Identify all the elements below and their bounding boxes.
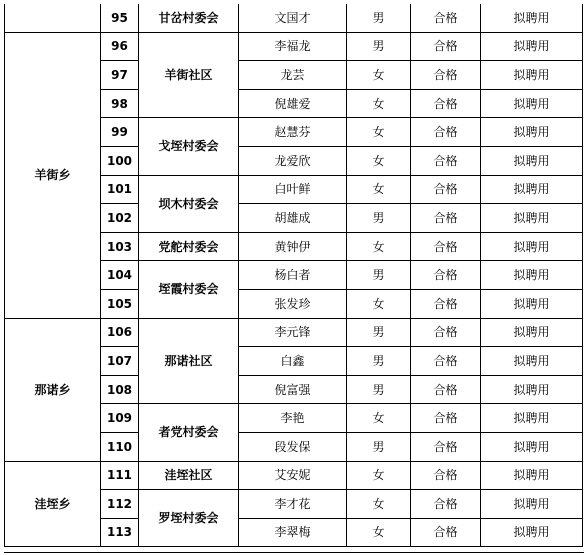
result-cell: 合格	[411, 518, 481, 547]
gender-cell: 女	[347, 490, 411, 519]
town-cell: 那诺乡	[5, 318, 101, 461]
village-cell: 那诺社区	[139, 318, 239, 404]
gender-cell: 女	[347, 518, 411, 547]
name-cell: 白鑫	[239, 347, 347, 376]
name-cell: 李元锋	[239, 318, 347, 347]
status-cell: 拟聘用	[481, 432, 583, 461]
status-cell: 拟聘用	[481, 118, 583, 147]
number-cell: 105	[101, 289, 139, 318]
status-cell: 拟聘用	[481, 404, 583, 433]
name-cell: 白叶鲜	[239, 175, 347, 204]
table-row	[5, 461, 583, 490]
town-cell	[5, 4, 101, 32]
roster-table	[4, 4, 583, 547]
status-cell: 拟聘用	[481, 89, 583, 118]
table-row	[5, 318, 583, 347]
number-cell: 100	[101, 146, 139, 175]
result-cell: 合格	[411, 61, 481, 90]
name-cell: 龙芸	[239, 61, 347, 90]
status-cell: 拟聘用	[481, 289, 583, 318]
number-cell: 106	[101, 318, 139, 347]
number-cell: 111	[101, 461, 139, 490]
name-cell: 胡雄成	[239, 204, 347, 233]
name-cell: 李才花	[239, 490, 347, 519]
number-cell: 96	[101, 32, 139, 61]
number-cell: 112	[101, 490, 139, 519]
gender-cell: 女	[347, 404, 411, 433]
status-cell: 拟聘用	[481, 347, 583, 376]
village-cell: 洼垤社区	[139, 461, 239, 490]
number-cell: 109	[101, 404, 139, 433]
number-cell: 108	[101, 375, 139, 404]
number-cell: 98	[101, 89, 139, 118]
status-cell: 拟聘用	[481, 461, 583, 490]
bottom-rule	[4, 552, 584, 553]
roster-body	[5, 4, 583, 547]
status-cell: 拟聘用	[481, 61, 583, 90]
name-cell: 李艳	[239, 404, 347, 433]
result-cell: 合格	[411, 175, 481, 204]
gender-cell: 女	[347, 461, 411, 490]
gender-cell: 男	[347, 32, 411, 61]
gender-cell: 男	[347, 204, 411, 233]
status-cell: 拟聘用	[481, 32, 583, 61]
number-cell: 102	[101, 204, 139, 233]
result-cell: 合格	[411, 118, 481, 147]
village-cell: 甘岔村委会	[139, 4, 239, 32]
name-cell: 倪富强	[239, 375, 347, 404]
result-cell: 合格	[411, 404, 481, 433]
result-cell: 合格	[411, 261, 481, 290]
gender-cell: 男	[347, 347, 411, 376]
result-cell: 合格	[411, 461, 481, 490]
gender-cell: 女	[347, 289, 411, 318]
village-cell: 垤霞村委会	[139, 261, 239, 318]
name-cell: 段发保	[239, 432, 347, 461]
result-cell: 合格	[411, 347, 481, 376]
number-cell: 104	[101, 261, 139, 290]
number-cell: 101	[101, 175, 139, 204]
result-cell: 合格	[411, 32, 481, 61]
village-cell: 罗垤村委会	[139, 490, 239, 547]
number-cell: 99	[101, 118, 139, 147]
gender-cell: 男	[347, 318, 411, 347]
result-cell: 合格	[411, 4, 481, 32]
number-cell: 107	[101, 347, 139, 376]
result-cell: 合格	[411, 432, 481, 461]
name-cell: 文国才	[239, 4, 347, 32]
table-row	[5, 4, 583, 32]
gender-cell: 男	[347, 261, 411, 290]
gender-cell: 男	[347, 4, 411, 32]
result-cell: 合格	[411, 490, 481, 519]
gender-cell: 女	[347, 175, 411, 204]
gender-cell: 男	[347, 432, 411, 461]
result-cell: 合格	[411, 89, 481, 118]
status-cell: 拟聘用	[481, 146, 583, 175]
status-cell: 拟聘用	[481, 318, 583, 347]
status-cell: 拟聘用	[481, 232, 583, 261]
name-cell: 黄钟伊	[239, 232, 347, 261]
gender-cell: 女	[347, 61, 411, 90]
village-cell: 党舵村委会	[139, 232, 239, 261]
town-cell: 洼垤乡	[5, 461, 101, 547]
name-cell: 李翠梅	[239, 518, 347, 547]
number-cell: 110	[101, 432, 139, 461]
gender-cell: 男	[347, 375, 411, 404]
status-cell: 拟聘用	[481, 4, 583, 32]
status-cell: 拟聘用	[481, 175, 583, 204]
village-cell: 羊街社区	[139, 32, 239, 118]
table-row	[5, 32, 583, 61]
result-cell: 合格	[411, 289, 481, 318]
name-cell: 李福龙	[239, 32, 347, 61]
number-cell: 95	[101, 4, 139, 32]
village-cell: 坝木村委会	[139, 175, 239, 232]
result-cell: 合格	[411, 375, 481, 404]
gender-cell: 女	[347, 118, 411, 147]
result-cell: 合格	[411, 318, 481, 347]
village-cell: 戈垤村委会	[139, 118, 239, 175]
status-cell: 拟聘用	[481, 490, 583, 519]
number-cell: 97	[101, 61, 139, 90]
name-cell: 艾安妮	[239, 461, 347, 490]
name-cell: 杨白者	[239, 261, 347, 290]
village-cell: 者党村委会	[139, 404, 239, 461]
status-cell: 拟聘用	[481, 204, 583, 233]
town-cell: 羊街乡	[5, 32, 101, 318]
name-cell: 龙爱欣	[239, 146, 347, 175]
result-cell: 合格	[411, 204, 481, 233]
gender-cell: 女	[347, 146, 411, 175]
result-cell: 合格	[411, 146, 481, 175]
status-cell: 拟聘用	[481, 375, 583, 404]
name-cell: 张发珍	[239, 289, 347, 318]
number-cell: 103	[101, 232, 139, 261]
gender-cell: 女	[347, 89, 411, 118]
result-cell: 合格	[411, 232, 481, 261]
name-cell: 倪雄爱	[239, 89, 347, 118]
name-cell: 赵慧芬	[239, 118, 347, 147]
number-cell: 113	[101, 518, 139, 547]
status-cell: 拟聘用	[481, 518, 583, 547]
status-cell: 拟聘用	[481, 261, 583, 290]
gender-cell: 女	[347, 232, 411, 261]
